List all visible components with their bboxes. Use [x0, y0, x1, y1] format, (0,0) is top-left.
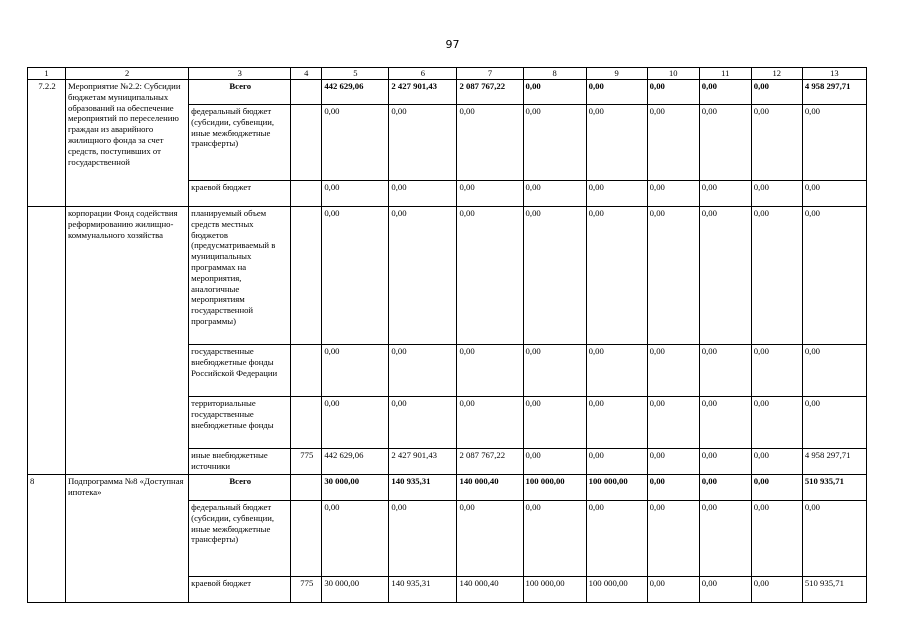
table-row	[28, 475, 867, 501]
amount-cell: 0,00	[699, 181, 751, 207]
amount-cell: 0,00	[322, 501, 389, 577]
amount-cell: 442 629,06	[322, 80, 389, 105]
amount-cell: 0,00	[699, 345, 751, 397]
amount-cell: 0,00	[647, 80, 699, 105]
amount-cell: 0,00	[523, 105, 586, 181]
amount-cell: 510 935,71	[802, 577, 866, 603]
amount-cell: 0,00	[751, 207, 802, 345]
column-number: 3	[189, 68, 291, 80]
amount-cell: 0,00	[802, 345, 866, 397]
amount-cell: 0,00	[647, 105, 699, 181]
grbs-code: 775	[291, 577, 322, 603]
amount-cell: 0,00	[751, 80, 802, 105]
activity-name: Подпрограмма №8 «Доступная ипотека»	[66, 475, 189, 603]
grbs-code	[291, 501, 322, 577]
amount-cell: 0,00	[751, 475, 802, 501]
grbs-code	[291, 105, 322, 181]
amount-cell: 0,00	[647, 397, 699, 449]
table-row	[28, 207, 867, 345]
amount-cell: 4 958 297,71	[802, 449, 866, 475]
funding-source: государственные внебюджетные фонды Российской Федерации	[189, 345, 291, 397]
amount-cell: 0,00	[586, 207, 647, 345]
amount-cell: 0,00	[751, 105, 802, 181]
amount-cell: 0,00	[523, 80, 586, 105]
funding-source: иные внебюджетные источники	[189, 449, 291, 475]
row-code: 8	[28, 475, 66, 603]
amount-cell: 100 000,00	[586, 475, 647, 501]
amount-cell: 0,00	[699, 501, 751, 577]
amount-cell: 0,00	[523, 207, 586, 345]
amount-cell: 2 427 901,43	[389, 80, 457, 105]
amount-cell: 0,00	[389, 397, 457, 449]
activity-name: Мероприятие №2.2: Субсидии бюджетам муниципальных образований на обеспечение мероприятий по переселению граждан из аварийного жилищного фонда за счет средств, поступивших от государственной	[66, 80, 189, 207]
column-number: 12	[751, 68, 802, 80]
amount-cell: 0,00	[802, 181, 866, 207]
funding-source: Всего	[189, 80, 291, 105]
amount-cell: 0,00	[389, 207, 457, 345]
amount-cell: 510 935,71	[802, 475, 866, 501]
amount-cell: 30 000,00	[322, 577, 389, 603]
amount-cell: 0,00	[322, 105, 389, 181]
amount-cell: 0,00	[586, 397, 647, 449]
amount-cell: 0,00	[802, 397, 866, 449]
amount-cell: 0,00	[751, 345, 802, 397]
row-code-cont	[28, 207, 66, 475]
funding-source: территориальные государственные внебюджетные фонды	[189, 397, 291, 449]
page-number: 97	[445, 38, 460, 51]
amount-cell: 0,00	[647, 577, 699, 603]
amount-cell: 0,00	[322, 345, 389, 397]
amount-cell: 0,00	[647, 181, 699, 207]
amount-cell: 0,00	[647, 449, 699, 475]
table-row	[28, 80, 867, 105]
amount-cell: 0,00	[457, 181, 523, 207]
grbs-code	[291, 80, 322, 105]
grbs-code	[291, 475, 322, 501]
funding-source: краевой бюджет	[189, 181, 291, 207]
amount-cell: 0,00	[389, 105, 457, 181]
column-number: 2	[66, 68, 189, 80]
amount-cell: 0,00	[586, 501, 647, 577]
amount-cell: 2 087 767,22	[457, 80, 523, 105]
amount-cell: 442 629,06	[322, 449, 389, 475]
funding-source: Всего	[189, 475, 291, 501]
budget-table	[27, 67, 867, 603]
column-number: 13	[802, 68, 866, 80]
amount-cell: 0,00	[647, 475, 699, 501]
amount-cell: 0,00	[699, 80, 751, 105]
grbs-code	[291, 345, 322, 397]
funding-source: федеральный бюджет (субсидии, субвенции, иные межбюджетные трансферты)	[189, 105, 291, 181]
amount-cell: 2 427 901,43	[389, 449, 457, 475]
grbs-code	[291, 207, 322, 345]
amount-cell: 0,00	[389, 345, 457, 397]
amount-cell: 0,00	[457, 105, 523, 181]
column-number: 8	[523, 68, 586, 80]
amount-cell: 0,00	[586, 449, 647, 475]
grbs-code	[291, 397, 322, 449]
amount-cell: 0,00	[586, 80, 647, 105]
amount-cell: 0,00	[751, 397, 802, 449]
amount-cell: 0,00	[647, 501, 699, 577]
amount-cell: 0,00	[802, 105, 866, 181]
amount-cell: 0,00	[322, 181, 389, 207]
amount-cell: 0,00	[699, 577, 751, 603]
grbs-code	[291, 181, 322, 207]
amount-cell: 0,00	[457, 345, 523, 397]
column-number: 1	[28, 68, 66, 80]
funding-source: планируемый объем средств местных бюджетов (предусматриваемый в муниципальных программах на мероприятия, аналогичные мероприятиям государственной программы)	[189, 207, 291, 345]
amount-cell: 0,00	[457, 501, 523, 577]
amount-cell: 0,00	[457, 207, 523, 345]
amount-cell: 0,00	[751, 577, 802, 603]
amount-cell: 0,00	[389, 501, 457, 577]
amount-cell: 0,00	[802, 501, 866, 577]
column-number: 4	[291, 68, 322, 80]
amount-cell: 140 935,31	[389, 475, 457, 501]
column-number: 7	[457, 68, 523, 80]
amount-cell: 100 000,00	[523, 577, 586, 603]
amount-cell: 0,00	[699, 475, 751, 501]
table-body	[28, 68, 867, 603]
amount-cell: 0,00	[586, 181, 647, 207]
amount-cell: 0,00	[586, 105, 647, 181]
column-number: 5	[322, 68, 389, 80]
amount-cell: 0,00	[322, 207, 389, 345]
row-code: 7.2.2	[28, 80, 66, 207]
amount-cell: 0,00	[523, 397, 586, 449]
grbs-code: 775	[291, 449, 322, 475]
amount-cell: 140 935,31	[389, 577, 457, 603]
amount-cell: 0,00	[322, 397, 389, 449]
amount-cell: 0,00	[751, 501, 802, 577]
column-number-row	[28, 68, 867, 80]
amount-cell: 0,00	[523, 449, 586, 475]
amount-cell: 0,00	[699, 449, 751, 475]
amount-cell: 140 000,40	[457, 475, 523, 501]
activity-name-cont: корпорации Фонд содействия реформированию жилищно-коммунального хозяйства	[66, 207, 189, 475]
amount-cell: 2 087 767,22	[457, 449, 523, 475]
amount-cell: 0,00	[457, 397, 523, 449]
amount-cell: 140 000,40	[457, 577, 523, 603]
amount-cell: 0,00	[802, 207, 866, 345]
amount-cell: 30 000,00	[322, 475, 389, 501]
amount-cell: 0,00	[523, 345, 586, 397]
amount-cell: 0,00	[751, 449, 802, 475]
amount-cell: 0,00	[647, 207, 699, 345]
funding-source: федеральный бюджет (субсидии, субвенции, иные межбюджетные трансферты)	[189, 501, 291, 577]
funding-source: краевой бюджет	[189, 577, 291, 603]
amount-cell: 0,00	[523, 181, 586, 207]
column-number: 10	[647, 68, 699, 80]
amount-cell: 100 000,00	[586, 577, 647, 603]
amount-cell: 0,00	[389, 181, 457, 207]
amount-cell: 0,00	[586, 345, 647, 397]
amount-cell: 100 000,00	[523, 475, 586, 501]
column-number: 9	[586, 68, 647, 80]
amount-cell: 0,00	[699, 397, 751, 449]
amount-cell: 0,00	[647, 345, 699, 397]
amount-cell: 0,00	[523, 501, 586, 577]
amount-cell: 0,00	[699, 105, 751, 181]
amount-cell: 0,00	[751, 181, 802, 207]
amount-cell: 0,00	[699, 207, 751, 345]
amount-cell: 4 958 297,71	[802, 80, 866, 105]
column-number: 6	[389, 68, 457, 80]
column-number: 11	[699, 68, 751, 80]
